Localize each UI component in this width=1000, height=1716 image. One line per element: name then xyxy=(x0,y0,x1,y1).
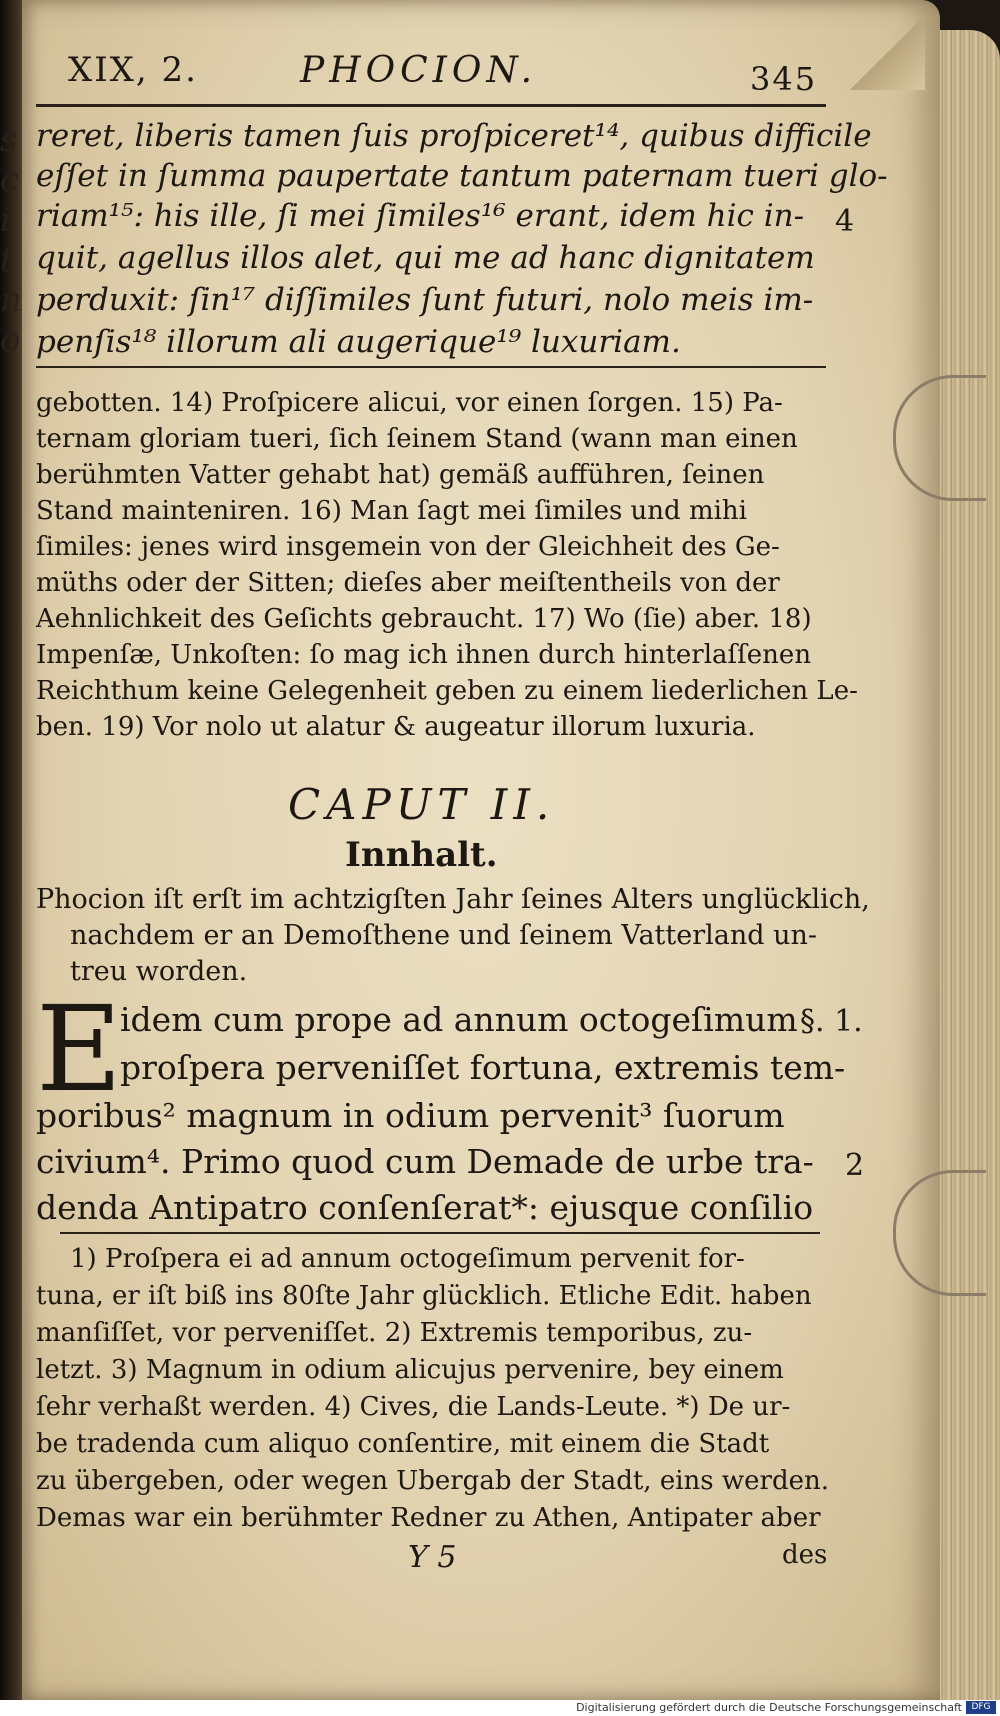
footnote-line: zu übergeben, oder wegen Ubergab der Stadt, eins werden. xyxy=(36,1466,829,1496)
margin-number: 2 xyxy=(845,1148,865,1183)
footnote-line: be tradenda cum aliquo conſentire, mit einem die Stadt xyxy=(36,1429,770,1459)
header-rule xyxy=(36,104,826,107)
chapter-heading: CAPUT II. xyxy=(288,780,556,829)
footnote-line: manſiſſet, vor perveniſſet. 2) Extremis temporibus, zu- xyxy=(36,1318,753,1348)
main-text-line: civium⁴. Primo quod cum Demade de urbe tra- xyxy=(36,1142,814,1181)
section-mark: §. 1. xyxy=(800,1004,863,1039)
chapter-reference: XIX, 2. xyxy=(68,50,198,90)
summary-line: Phocion iſt erſt im achtzigſten Jahr ſeines Alters unglücklich, xyxy=(36,884,870,915)
summary-heading: Innhalt. xyxy=(345,835,498,875)
note-line: Reichthum keine Gelegenheit geben zu einem liederlichen Le- xyxy=(36,676,858,706)
footnote-line: Demas war ein berühmter Redner zu Athen, Antipater aber xyxy=(36,1503,821,1533)
facing-page-edge: s c i t n o xyxy=(0,120,22,360)
latin-line: quit, agellus illos alet, qui me ad hanc dignitatem xyxy=(36,240,815,276)
note-line: ternam gloriam tueri, ſich ſeinem Stand (wann man einen xyxy=(36,424,798,454)
drop-capital: E xyxy=(36,980,123,1118)
main-text-line: idem cum prope ad annum octogeſimum xyxy=(120,1000,798,1039)
latin-line: reret, liberis tamen ſuis proſpiceret¹⁴, quibus difficile xyxy=(36,118,872,154)
footnote-rule xyxy=(60,1232,820,1234)
latin-line: perduxit: ſin¹⁷ diſſimiles ſunt futuri, nolo meis im- xyxy=(36,282,814,318)
notes-rule xyxy=(36,366,826,368)
footnote-line: ſehr verhaßt werden. 4) Cives, die Lands-Leute. *) De ur- xyxy=(36,1392,791,1422)
page-number: 345 xyxy=(750,60,818,98)
footnote-line: 1) Proſpera ei ad annum octogeſimum pervenit for- xyxy=(70,1244,745,1274)
latin-line: riam¹⁵: his ille, ſi mei ſimiles¹⁶ erant, idem hic in- xyxy=(36,198,805,234)
latin-line: eſſet in ſumma paupertate tantum paternam tueri glo- xyxy=(36,158,888,194)
footnote-line: letzt. 3) Magnum in odium alicujus pervenire, bey einem xyxy=(36,1355,784,1385)
main-text-line: poribus² magnum in odium pervenit³ ſuorum xyxy=(36,1096,785,1135)
note-line: müths oder der Sitten; dieſes aber meiſtentheils von der xyxy=(36,568,780,598)
digitization-credit: Digitalisierung gefördert durch die Deutsche Forschungsgemeinschaft xyxy=(576,1701,962,1714)
main-text-line: denda Antipatro conſenſerat*: ejusque conſilio xyxy=(36,1188,814,1227)
note-line: Aehnlichkeit des Geſichts gebraucht. 17) Wo (ſie) aber. 18) xyxy=(36,604,812,634)
folded-corner xyxy=(845,20,925,90)
latin-line: penſis¹⁸ illorum ali augerique¹⁹ luxuriam. xyxy=(36,324,681,360)
margin-number: 4 xyxy=(835,204,855,239)
main-text-line: proſpera perveniſſet fortuna, extremis tem- xyxy=(120,1048,846,1087)
note-line: Impenſæ, Unkoſten: ſo mag ich ihnen durch hinterlaſſenen xyxy=(36,640,812,670)
running-title: PHOCION. xyxy=(300,50,538,91)
catchword: des xyxy=(782,1540,828,1570)
note-line: Stand mainteniren. 16) Man ſagt mei ſimiles und mihi xyxy=(36,496,747,526)
note-line: berühmten Vatter gehabt hat) gemäß aufführen, ſeinen xyxy=(36,460,765,490)
summary-line: nachdem er an Demoſthene und ſeinem Vatterland un- xyxy=(70,920,818,951)
note-line: ben. 19) Vor nolo ut alatur & augeatur illorum luxuria. xyxy=(36,712,756,742)
dfg-logo: DFG xyxy=(966,1701,996,1714)
summary-line: treu worden. xyxy=(70,956,248,987)
note-line: ſimiles: jenes wird insgemein von der Gleichheit des Ge- xyxy=(36,532,780,562)
signature-mark: Y 5 xyxy=(408,1540,457,1575)
footnote-line: tuna, er iſt biß ins 80ſte Jahr glücklich. Etliche Edit. haben xyxy=(36,1281,812,1311)
note-line: gebotten. 14) Proſpicere alicui, vor einen ſorgen. 15) Pa- xyxy=(36,388,783,418)
